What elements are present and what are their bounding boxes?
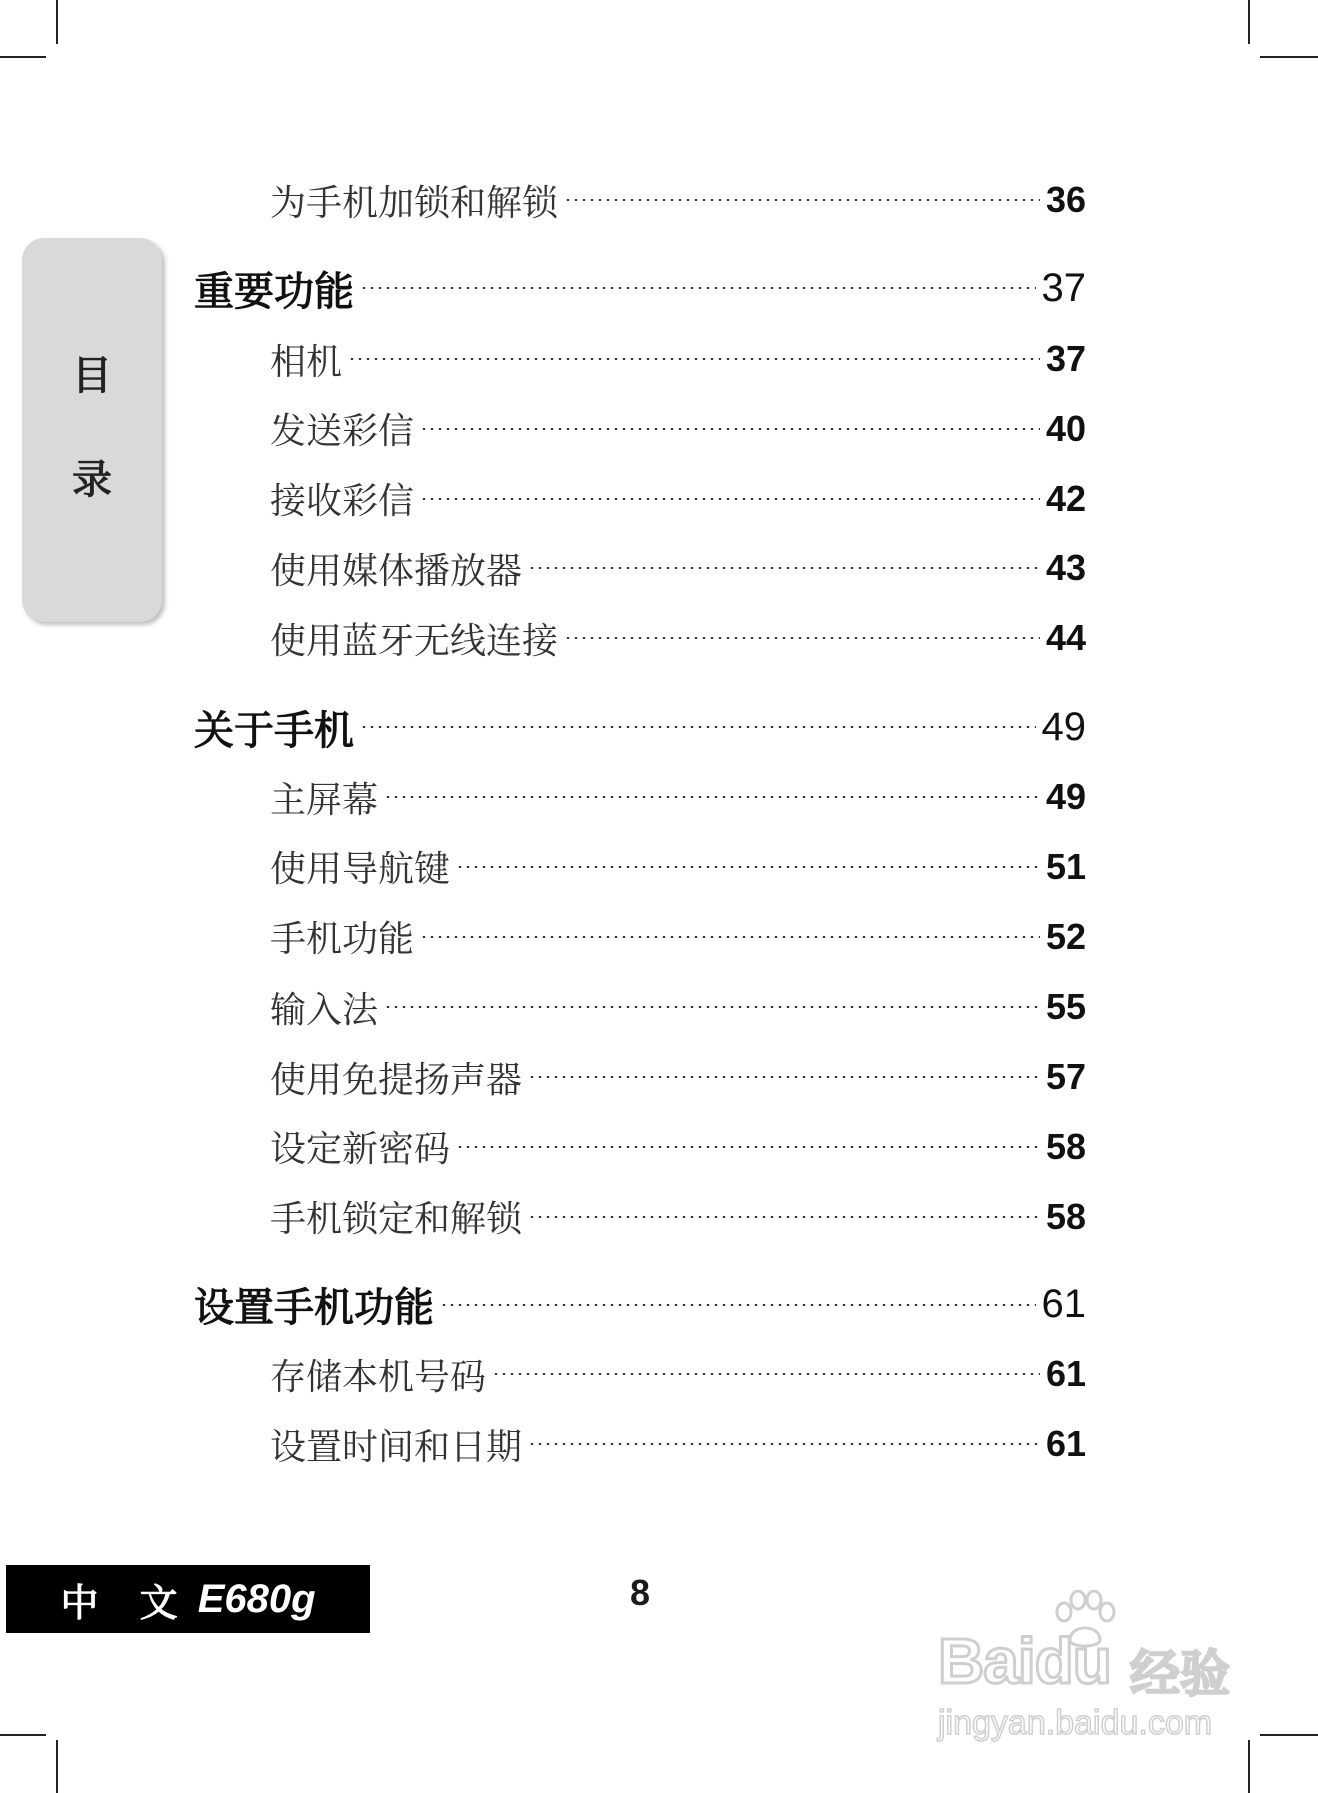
toc-page-number: 52 <box>1045 915 1086 957</box>
toc-page-number: 49 <box>1045 776 1086 818</box>
toc-title: 相机 <box>270 341 343 383</box>
toc-page-number: 40 <box>1045 407 1086 449</box>
toc-section <box>0 258 1318 318</box>
toc-leader-dots <box>420 936 1040 938</box>
toc-title: 设置手机功能 <box>194 1285 434 1332</box>
toc-entry <box>0 329 1318 389</box>
toc-entry <box>0 608 1318 668</box>
toc-entry <box>0 1187 1318 1247</box>
toc-page-number: 44 <box>1045 617 1086 659</box>
page-number: 8 <box>629 1572 651 1613</box>
toc-title: 接收彩信 <box>270 481 415 523</box>
toc-page-number: 36 <box>1045 179 1086 221</box>
toc-leader-dots <box>528 567 1040 569</box>
toc-title: 使用导航键 <box>270 849 451 891</box>
toc-leader-dots <box>440 1304 1036 1306</box>
watermark-url: jingyan.baidu.com <box>938 1704 1213 1742</box>
toc-title: 设定新密码 <box>270 1129 451 1171</box>
toc-title: 发送彩信 <box>270 411 415 453</box>
toc-section <box>0 697 1318 757</box>
toc-title: 主屏幕 <box>270 779 379 821</box>
toc-page-number: 61 <box>1041 1282 1086 1327</box>
toc-entry <box>0 1047 1318 1107</box>
toc-title: 使用蓝牙无线连接 <box>270 620 559 662</box>
watermark-suffix: 经验 <box>1130 1645 1230 1703</box>
toc-leader-dots <box>384 1006 1040 1008</box>
toc-leader-dots <box>564 199 1040 201</box>
toc-entry <box>0 1344 1318 1404</box>
toc-page-number: 55 <box>1045 986 1086 1028</box>
baidu-watermark <box>930 1590 1260 1750</box>
toc-leader-dots <box>348 358 1040 360</box>
toc-page-number: 58 <box>1045 1125 1086 1167</box>
toc-page-number: 61 <box>1045 1353 1086 1395</box>
toc-leader-dots <box>420 498 1040 500</box>
toc-leader-dots <box>360 287 1036 289</box>
toc-title: 重要功能 <box>194 268 354 315</box>
toc-page-number: 37 <box>1041 265 1086 310</box>
toc-entry <box>0 170 1318 230</box>
toc-leader-dots <box>456 866 1040 868</box>
toc-title: 输入法 <box>270 989 379 1031</box>
footer-model: E680g <box>197 1576 316 1621</box>
toc-page-number: 57 <box>1045 1056 1086 1098</box>
toc-title: 设置时间和日期 <box>270 1426 523 1468</box>
side-tab-char: 目 <box>72 352 112 399</box>
footer-language: 中 文 <box>60 1580 192 1625</box>
toc-page-number: 49 <box>1041 704 1086 749</box>
toc-page-number: 61 <box>1045 1423 1086 1465</box>
toc-entry <box>0 977 1318 1037</box>
toc-page-number: 43 <box>1045 547 1086 589</box>
toc-title: 手机功能 <box>270 919 415 961</box>
toc-leader-dots <box>528 1443 1040 1445</box>
toc-leader-dots <box>420 428 1040 430</box>
toc-entry <box>0 767 1318 827</box>
toc-leader-dots <box>360 726 1036 728</box>
toc-entry <box>0 907 1318 967</box>
toc-entry <box>0 538 1318 598</box>
footer-model-label <box>6 1565 370 1633</box>
toc-entry <box>0 469 1318 529</box>
toc-page-number: 58 <box>1045 1195 1086 1237</box>
toc-leader-dots <box>564 637 1040 639</box>
toc-page-number: 42 <box>1045 477 1086 519</box>
toc-entry <box>0 399 1318 459</box>
side-tab-char: 录 <box>72 456 112 503</box>
toc-title: 使用媒体播放器 <box>270 550 523 592</box>
toc-page-number: 37 <box>1045 338 1086 380</box>
toc-title: 使用免提扬声器 <box>270 1059 523 1101</box>
toc-leader-dots <box>528 1076 1040 1078</box>
toc-entry <box>0 837 1318 897</box>
toc-title: 手机锁定和解锁 <box>270 1199 523 1241</box>
toc-leader-dots <box>528 1216 1040 1218</box>
toc-title: 关于手机 <box>194 707 354 754</box>
toc-title: 存储本机号码 <box>270 1356 487 1398</box>
watermark-brand: Baidu <box>938 1625 1111 1697</box>
toc-leader-dots <box>384 796 1040 798</box>
toc-section <box>0 1275 1318 1335</box>
toc-leader-dots <box>456 1146 1040 1148</box>
toc-title: 为手机加锁和解锁 <box>270 182 559 224</box>
toc-leader-dots <box>492 1373 1040 1375</box>
toc-entry <box>0 1117 1318 1177</box>
toc-page-number: 51 <box>1045 845 1086 887</box>
toc-entry <box>0 1414 1318 1474</box>
